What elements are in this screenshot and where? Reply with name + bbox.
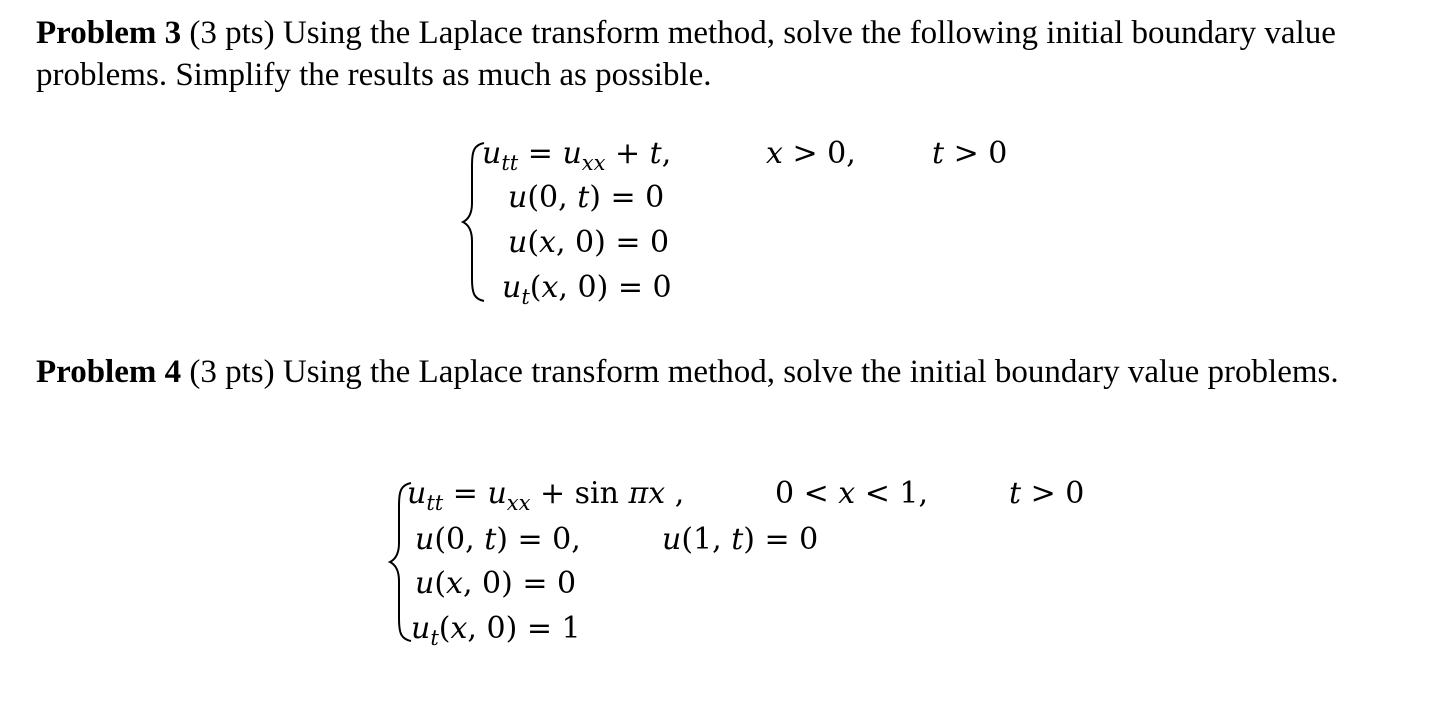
problem-3-title: Problem 3 bbox=[36, 15, 182, 51]
problem-3-points: (3 pts) bbox=[189, 15, 275, 51]
problem-4-description: Using the Laplace transform method, solve the initial boundary value problems. bbox=[282, 354, 1339, 390]
problem-4-title: Problem 4 bbox=[36, 354, 182, 390]
x-domain-condition: x > 0, bbox=[766, 136, 856, 171]
problem-4-statement bbox=[36, 351, 1396, 393]
problem-4-points: (3 pts) bbox=[189, 354, 275, 390]
x-domain-condition: 0 < x < 1, bbox=[775, 476, 929, 511]
initial-condition-velocity: $u_t(x$, 0) = 1 bbox=[411, 611, 581, 650]
t-domain-condition: t > 0 bbox=[1009, 476, 1085, 511]
right-boundary-condition: u(1, t) = 0 bbox=[662, 522, 819, 557]
initial-condition-displacement: u(x, 0) = 0 bbox=[415, 566, 577, 601]
problem-4-equation-system bbox=[387, 476, 1127, 650]
initial-condition-displacement: u(x, 0) = 0 bbox=[508, 225, 670, 260]
problem-3-equation-system bbox=[460, 137, 1060, 307]
initial-condition-velocity: $u_t(x$, 0) = 0 bbox=[502, 270, 672, 309]
problem-3-description: Using the Laplace transform method, solve the following initial boundary value problems. Simplify the results as much as possible. bbox=[36, 15, 1336, 93]
pde-equation: $u_{tt} = u_{xx} + t$, bbox=[482, 136, 672, 175]
left-boundary-condition: u(0, t) = 0, bbox=[415, 522, 581, 557]
problem-3-statement bbox=[36, 12, 1396, 96]
pde-equation: $u_{tt} = u_{xx} + \sin \pi x$ , bbox=[407, 476, 685, 515]
boundary-condition: u(0, t) = 0 bbox=[508, 180, 665, 215]
t-domain-condition: t > 0 bbox=[932, 136, 1008, 171]
